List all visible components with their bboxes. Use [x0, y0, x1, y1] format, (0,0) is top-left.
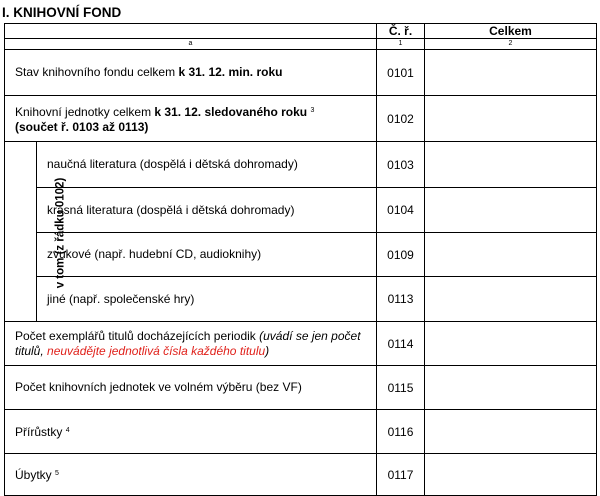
table-row — [5, 277, 597, 322]
header-total: Celkem — [425, 24, 597, 39]
value-input-0114[interactable] — [425, 322, 597, 366]
library-fund-table — [4, 23, 597, 496]
table-row — [5, 454, 597, 496]
value-input-0101[interactable] — [425, 50, 597, 96]
value-input-0113[interactable] — [425, 277, 597, 322]
table-subheader-row — [5, 39, 597, 50]
row-label-0117: Úbytky $^5$ — [5, 454, 377, 496]
table-row — [5, 366, 597, 410]
value-input-0109[interactable] — [425, 233, 597, 277]
header-row-number: Č. ř. — [377, 24, 425, 39]
row-code-0114: 0114 — [377, 322, 425, 366]
row-code-0103: 0103 — [377, 142, 425, 188]
row-label-0116: Přírůstky $^4$ — [5, 410, 377, 454]
row-label-0101: Stav knihovního fondu celkem k 31. 12. min. roku — [5, 50, 377, 96]
value-input-0104[interactable] — [425, 188, 597, 233]
value-input-0116[interactable] — [425, 410, 597, 454]
value-input-0117[interactable] — [425, 454, 597, 496]
value-input-0115[interactable] — [425, 366, 597, 410]
subheader-a: a — [5, 39, 377, 50]
row-code-0115: 0115 — [377, 366, 425, 410]
group-label-v-tom: v tom (z řádku 0102) — [5, 142, 37, 322]
header-label-cell — [5, 24, 377, 39]
row-code-0116: 0116 — [377, 410, 425, 454]
row-code-0101: 0101 — [377, 50, 425, 96]
row-label-0103: naučná literatura (dospělá i dětská dohromady) — [37, 142, 377, 188]
table-row — [5, 188, 597, 233]
subheader-2: 2 — [425, 39, 597, 50]
value-input-0102[interactable] — [425, 96, 597, 142]
row-label-0115: Počet knihovních jednotek ve volném výběru (bez VF) — [5, 366, 377, 410]
subheader-1: 1 — [377, 39, 425, 50]
row-label-0104: krásná literatura (dospělá i dětská dohromady) — [37, 188, 377, 233]
table-row — [5, 96, 597, 142]
row-code-0102: 0102 — [377, 96, 425, 142]
row-code-0117: 0117 — [377, 454, 425, 496]
table-row — [5, 50, 597, 96]
row-code-0109: 0109 — [377, 233, 425, 277]
table-row — [5, 142, 597, 188]
row-label-0109: zvukové (např. hudební CD, audioknihy) — [37, 233, 377, 277]
value-input-0103[interactable] — [425, 142, 597, 188]
table-row — [5, 322, 597, 366]
row-code-0113: 0113 — [377, 277, 425, 322]
row-label-0114: Počet exemplářů titulů docházejících periodik (uvádí se jen počet titulů, neuvádějte jednotlivá čísla každého titulu) — [5, 322, 377, 366]
row-label-0102: Knihovní jednotky celkem k 31. 12. sledovaného roku $^3$ (součet ř. 0103 až 0113) — [5, 96, 377, 142]
row-label-0113: jiné (např. společenské hry) — [37, 277, 377, 322]
table-header-row — [5, 24, 597, 39]
row-code-0104: 0104 — [377, 188, 425, 233]
table-row — [5, 233, 597, 277]
table-row — [5, 410, 597, 454]
section-title: I. KNIHOVNÍ FOND — [2, 5, 122, 20]
